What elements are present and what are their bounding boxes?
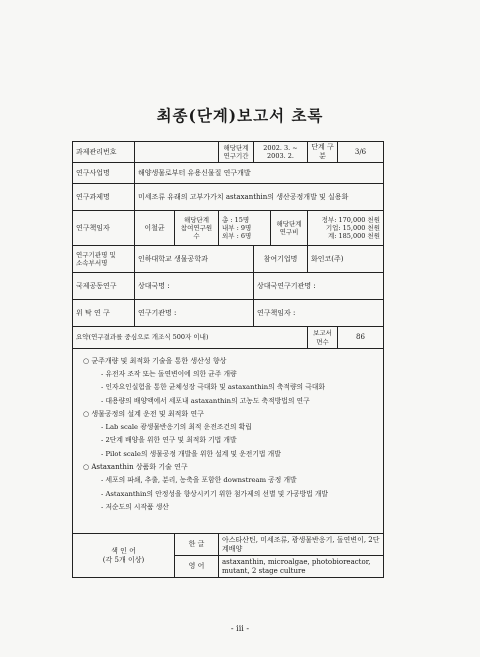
researchers-label: 해당단계 참여연구원수 (175, 211, 219, 246)
abstract-label: 요약(연구결과를 중심으로 개조식 500자 이내) (73, 327, 308, 349)
program-label: 연구사업명 (73, 163, 135, 184)
summary-item: - 저순도의 시작품 생산 (101, 503, 169, 512)
summary-item: - 대용량의 배양액에서 세포내 astaxanthin의 고농도 축적방법의 연구 (101, 396, 310, 405)
program-value: 해양생물로부터 유용신물질 연구개발 (135, 163, 384, 184)
summary-item: - 인자요인실험을 통한 균체성장 극대화 및 astaxanthin의 축적량의 극대화 (101, 383, 325, 392)
summary-block (73, 349, 384, 534)
summary-heading: ○ 균주개량 및 최적화 기술을 통한 생산성 향상 (83, 357, 227, 365)
pages-value: 86 (338, 327, 384, 349)
summary-item: - Lab scale 광생물반응기의 최적 운전조건의 확립 (101, 422, 252, 431)
company-label: 참여기업명 (254, 246, 308, 273)
pi-value: 이철균 (135, 211, 175, 246)
summary-heading: ○ Astaxanthin 상품화 기술 연구 (83, 463, 188, 472)
project-label: 연구과제명 (73, 184, 135, 211)
keywords-en-value: astaxanthin, microalgae, photobioreactor, mutant, 2 stage culture (219, 556, 384, 578)
summary-item: - 세포의 파쇄, 추출, 분리, 농축을 포함한 downstream 공정 개발 (101, 476, 297, 485)
org-label: 연구기관명 및 소속부서명 (73, 246, 135, 273)
summary-heading: ○ 생물공정의 설계 운전 및 최적화 연구 (83, 410, 204, 419)
page-number: - iii - (230, 624, 250, 633)
summary-item: - 2단계 배양을 위한 연구 및 최적화 기법 개발 (101, 436, 237, 445)
company-value: 화인코(주) (308, 246, 384, 273)
stage-value: 3/6 (338, 142, 384, 163)
summary-list (83, 357, 377, 512)
mgmt-no-label: 과제관리번호 (73, 142, 135, 163)
stage-label: 단계 구분 (308, 142, 338, 163)
budget-value: 정부: 170,000 천원 기업: 15,000 천원 계: 185,000 천원 (308, 211, 384, 246)
budget-label: 해당단계 연구비 (271, 211, 308, 246)
period-value: 2002. 3. ~ 2003. 2. (254, 142, 308, 163)
keywords-label: 색 인 어 (각 5개 이상) (73, 534, 175, 578)
commission-label: 위 탁 연 구 (73, 300, 135, 327)
period-label: 해당단계 연구기간 (219, 142, 254, 163)
report-title: 최종(단계)보고서 초록 (156, 106, 324, 125)
summary-item: - 유전자 조작 또는 돌연변이에 의한 균주 개량 (101, 369, 237, 378)
keywords-ko-value: 아스타산틴, 미세조류, 광생물반응기, 돌연변이, 2단계배양 (219, 534, 384, 556)
project-value: 미세조류 유래의 고부가가치 astaxanthin의 생산공정개발 및 실용화 (135, 184, 384, 211)
mgmt-no-value (135, 142, 219, 163)
intl-country: 상대국명 : (135, 273, 254, 300)
commission-pi: 연구책임자 : (254, 300, 384, 327)
summary-item: - Pilot scale의 생물공정 개발을 위한 설계 및 운전기법 개발 (101, 449, 281, 458)
intl-label: 국제공동연구 (73, 273, 135, 300)
pi-label: 연구책임자 (73, 211, 135, 246)
abstract-form (72, 141, 384, 578)
researchers-value: 총 : 15명 내부 : 9명 외부 : 6명 (219, 211, 271, 246)
intl-org: 상대국연구기관명 : (254, 273, 384, 300)
keywords-en-label: 영 어 (175, 556, 219, 578)
summary-item: - Astaxanthin의 안정성을 향상시키기 위한 첨가제의 선별 및 가공방법 개발 (101, 489, 328, 498)
commission-org: 연구기관명 : (135, 300, 254, 327)
org-value: 인하대학교 생물공학과 (135, 246, 254, 273)
keywords-ko-label: 한 글 (175, 534, 219, 556)
pages-label: 보고서 면수 (308, 327, 338, 349)
